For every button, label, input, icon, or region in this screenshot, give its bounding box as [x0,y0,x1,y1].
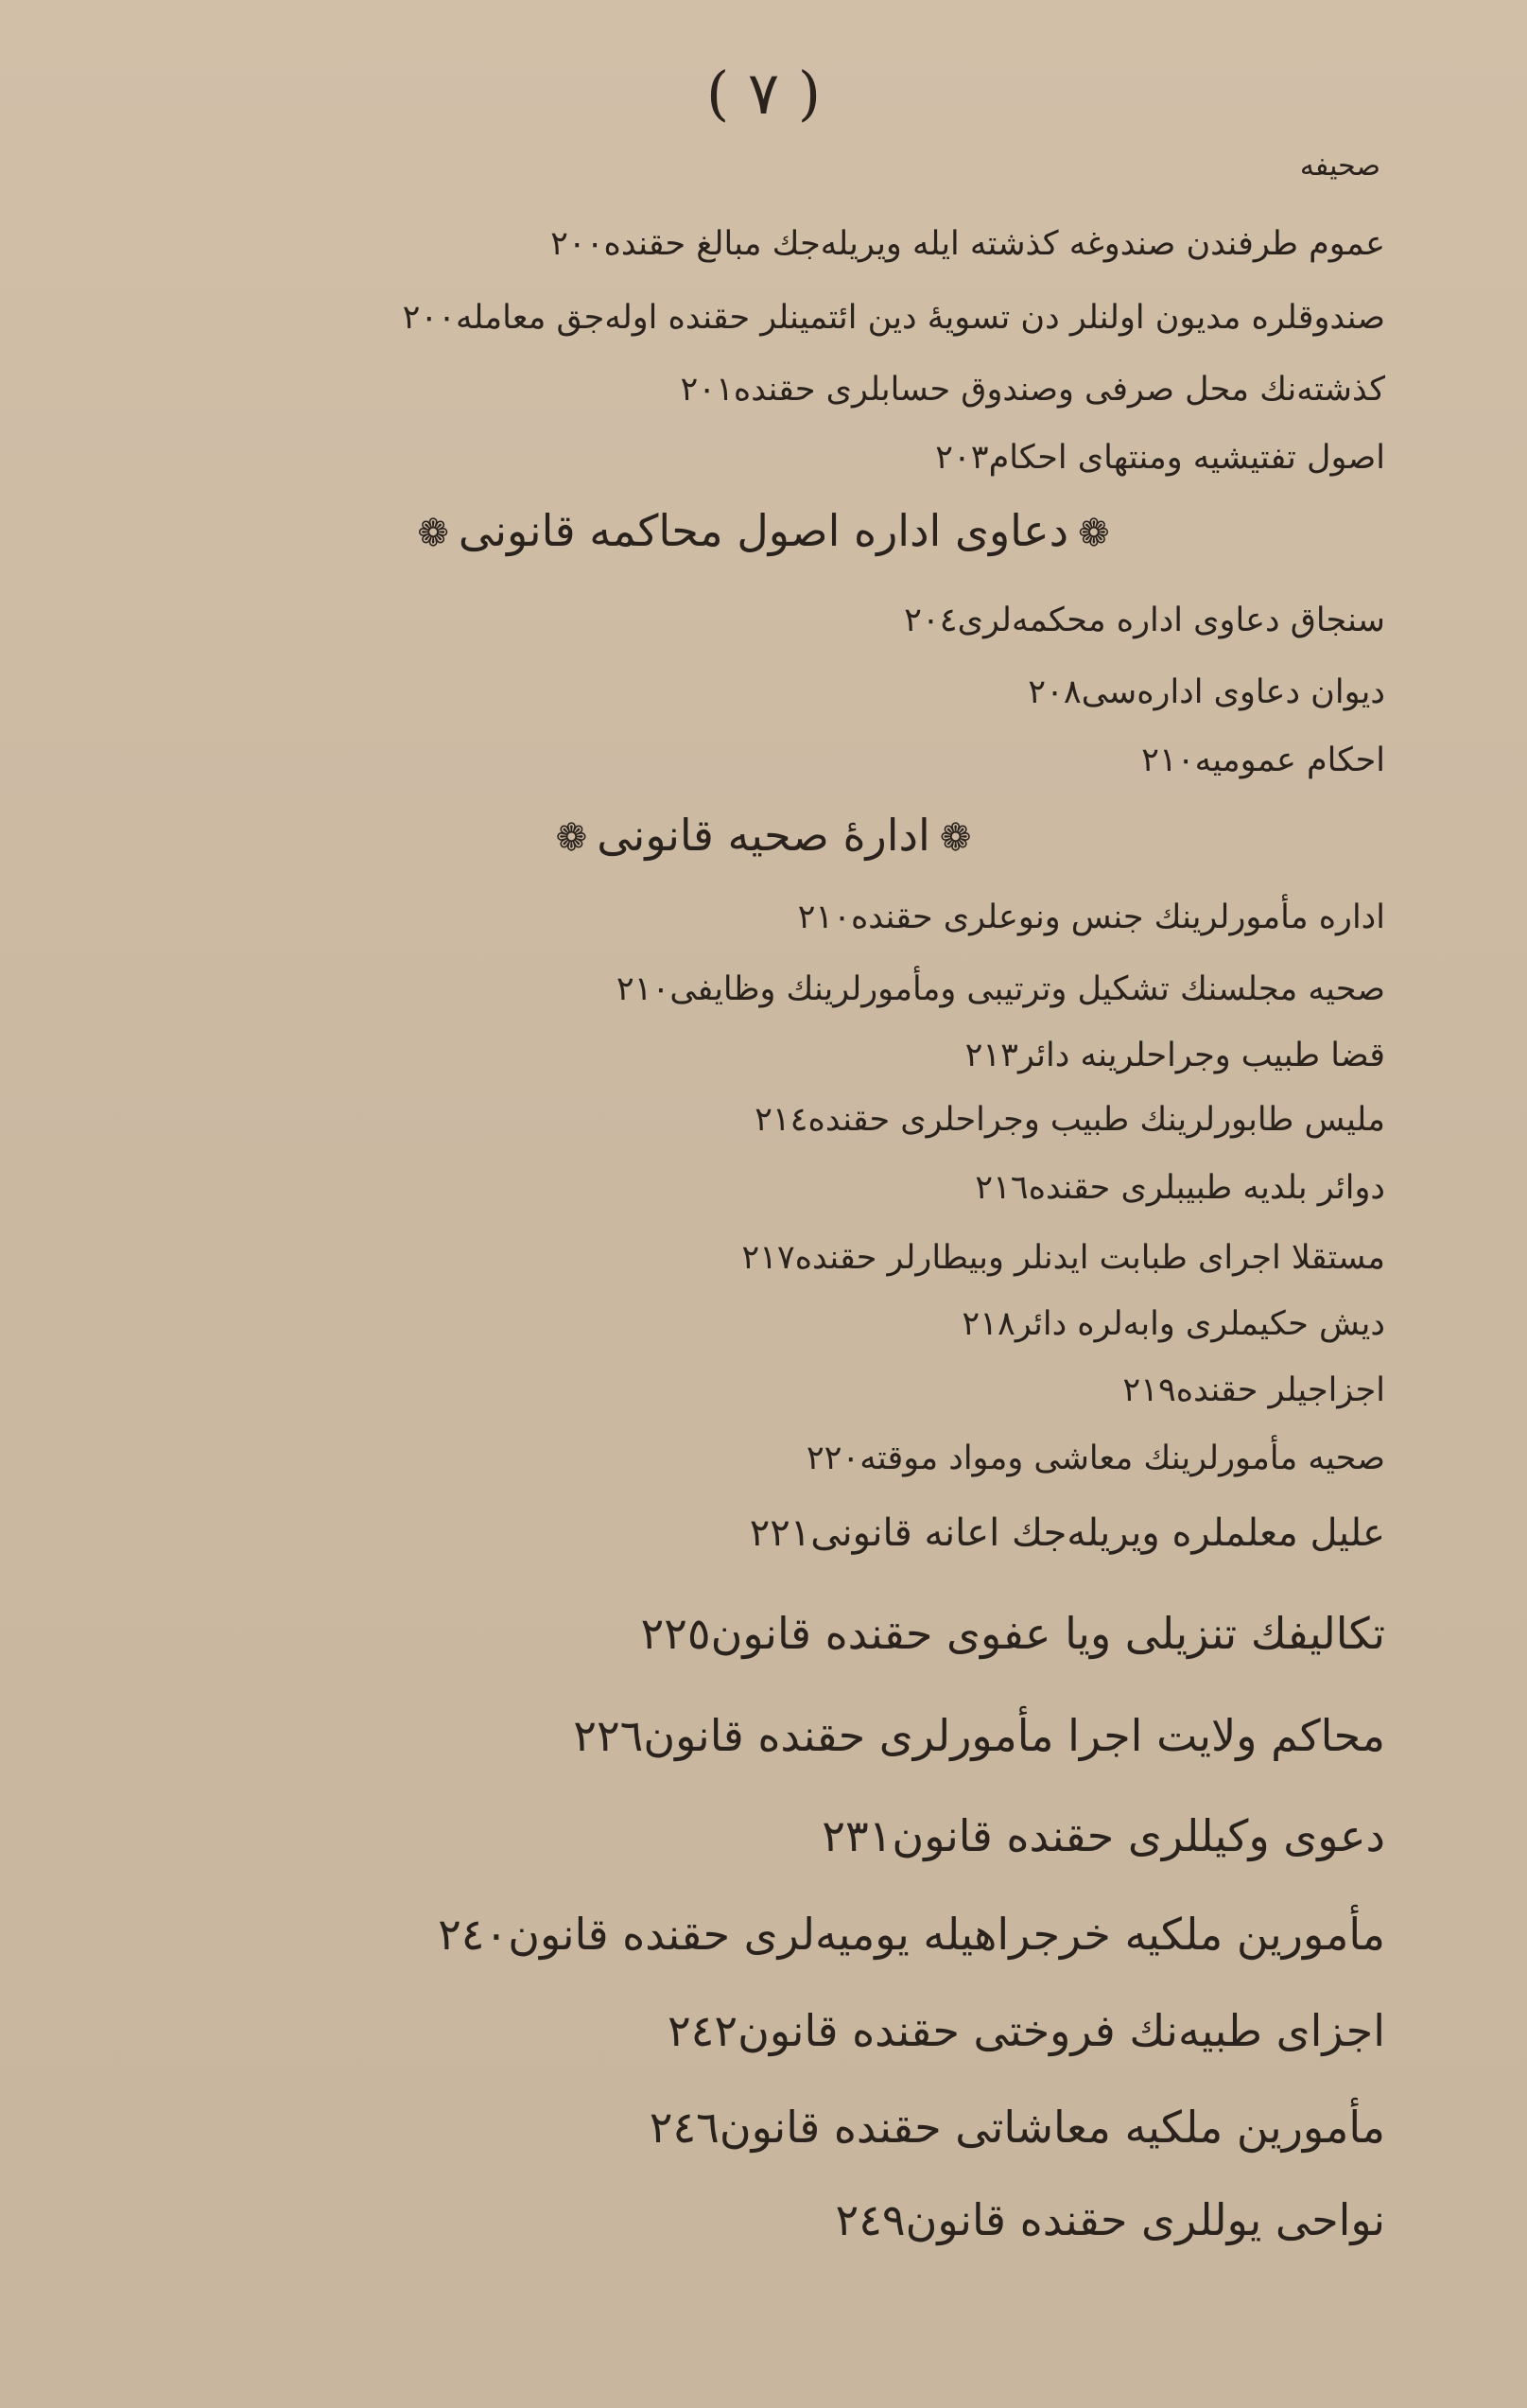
entry-title: اجزای طبيه‌نك فروختی حقنده قانون [737,2005,1385,2056]
section-heading-title: دعاوی اداره اصول محاكمه قانونی [458,505,1069,556]
entry-page: ٢٤٦ [649,2102,720,2153]
entry-page: ٢٠٨ [1028,673,1082,711]
entry-title: عموم طرفندن صندوغه كذشته ايله ويريله‌جك مبالغ حقنده [603,225,1385,263]
page-number: ( ٧ ) [705,59,822,128]
section-heading-title: ادارهٔ صحيه قانونی [597,810,930,861]
ornament-icon: ❁ [939,816,972,860]
entry-page: ٢١٦ [975,1169,1029,1207]
ornament-icon: ❁ [417,512,449,555]
entry-title: تكاليفك تنزيلی ويا عفوی حقنده قانون [710,1608,1385,1659]
entry-title: ملیس طابورلرينك طبيب وجراحلری حقنده [807,1101,1385,1139]
ornament-icon: ❁ [555,816,588,860]
entry-title: اداره مأمورلرينك جنس ونوعلری حقنده [850,899,1385,936]
entry-title: صحيه مجلسنك تشكيل وترتيبی ومأمورلرينك وظايفی [669,970,1385,1008]
entry-title: احكام عموميه [1194,742,1385,779]
entry-page: ٢١٠ [797,899,851,936]
entry-page: ٢٤٩ [835,2194,906,2245]
toc-entry [690,1101,1385,1139]
entry-title: نواحی يوللری حقنده قانون [905,2194,1385,2245]
toc-entry [693,1511,1385,1555]
entry-page: ٢٢٠ [806,1440,860,1477]
entry-title: صندوقلره مديون اولنلر دن تسويهٔ دين ائتمينلر حقنده اوله‌جق معامله [455,299,1385,337]
toc-entry [911,1169,1385,1207]
entry-page: ٢٠١ [680,371,734,409]
entry-page: ٢١٠ [1141,742,1195,779]
entry-page: ٢١٤ [755,1101,808,1139]
toc-entry [1078,742,1385,779]
entry-title: ديش حكيملری وابه‌لره دائر [1015,1305,1385,1343]
toc-entry [526,1710,1385,1761]
ornament-icon: ❁ [1078,512,1110,555]
toc-entry [872,439,1385,477]
entry-page: ٢١٩ [1122,1371,1176,1409]
entry-title: مستقلا اجرای طبابت ايدنلر وبيطارلر حقنده [794,1239,1385,1277]
page-column-label: صحیفه [1299,149,1380,183]
toc-entry [1059,1371,1385,1409]
toc-entry [390,1909,1385,1960]
toc-entry [841,602,1385,639]
entry-title: اصول تفتيشيه ومنتهای احكام [988,439,1385,477]
entry-title: دعوی وكيللری حقنده قانون [892,1810,1385,1861]
toc-entry [901,1037,1385,1074]
entry-page: ٢٠٠ [402,299,456,337]
toc-entry [594,1608,1385,1659]
toc-entry [898,1305,1385,1343]
entry-title: عليل معلملره ويريله‌جك اعانه قانونی [810,1511,1385,1555]
section-heading [0,810,1527,861]
toc-entry [602,2102,1385,2153]
toc-entry [487,225,1385,263]
toc-entry [552,970,1385,1008]
entry-page: ٢١٣ [964,1037,1018,1074]
entry-page: ٢٢٦ [573,1710,644,1761]
entry-title: دوائر بلديه طبيبلری حقنده [1028,1169,1385,1207]
entry-page: ٢٤٢ [667,2005,738,2056]
entry-title: كذشته‌نك محل صرفی وصندوق حسابلری حقنده [733,371,1385,409]
entry-page: ٢١٠ [616,970,670,1008]
entry-page: ٢٢٥ [640,1608,711,1659]
entry-page: ٢٣١ [822,1810,893,1861]
entry-title: قضا طبيب وجراحلرينه دائر [1017,1037,1385,1074]
entry-page: ٢٠٣ [935,439,989,477]
entry-title: مأمورين ملكيه خرجراهيله يوميه‌لری حقنده قانون [508,1909,1385,1960]
toc-entry [964,673,1385,711]
entry-title: اجزاجيلر حقنده [1175,1371,1385,1409]
entry-title: ديوان دعاوی اداره‌سی [1081,673,1385,711]
toc-entry [734,899,1385,936]
entry-page: ٢٢١ [749,1511,811,1555]
toc-entry [789,2194,1385,2245]
toc-entry [338,299,1385,337]
section-heading [0,505,1527,556]
entry-page: ٢١٨ [962,1305,1015,1343]
entry-page: ٢٤٠ [438,1909,509,1960]
entry-page: ٢٠٠ [550,225,604,263]
entry-title: محاكم ولايت اجرا مأمورلری حقنده قانون [643,1710,1385,1761]
entry-page: ٢٠٤ [904,602,958,639]
entry-title: مأمورين ملكيه معاشاتی حقنده قانون [719,2102,1385,2153]
entry-page: ٢١٧ [741,1239,795,1277]
toc-entry [620,2005,1385,2056]
toc-entry [742,1440,1385,1477]
toc-entry [616,371,1385,409]
toc-entry [678,1239,1385,1277]
entry-title: صحيه مأمورلرينك معاشی ومواد موقته [859,1440,1385,1477]
toc-entry [774,1810,1385,1861]
entry-title: سنجاق دعاوی اداره محكمه‌لری [957,602,1385,639]
